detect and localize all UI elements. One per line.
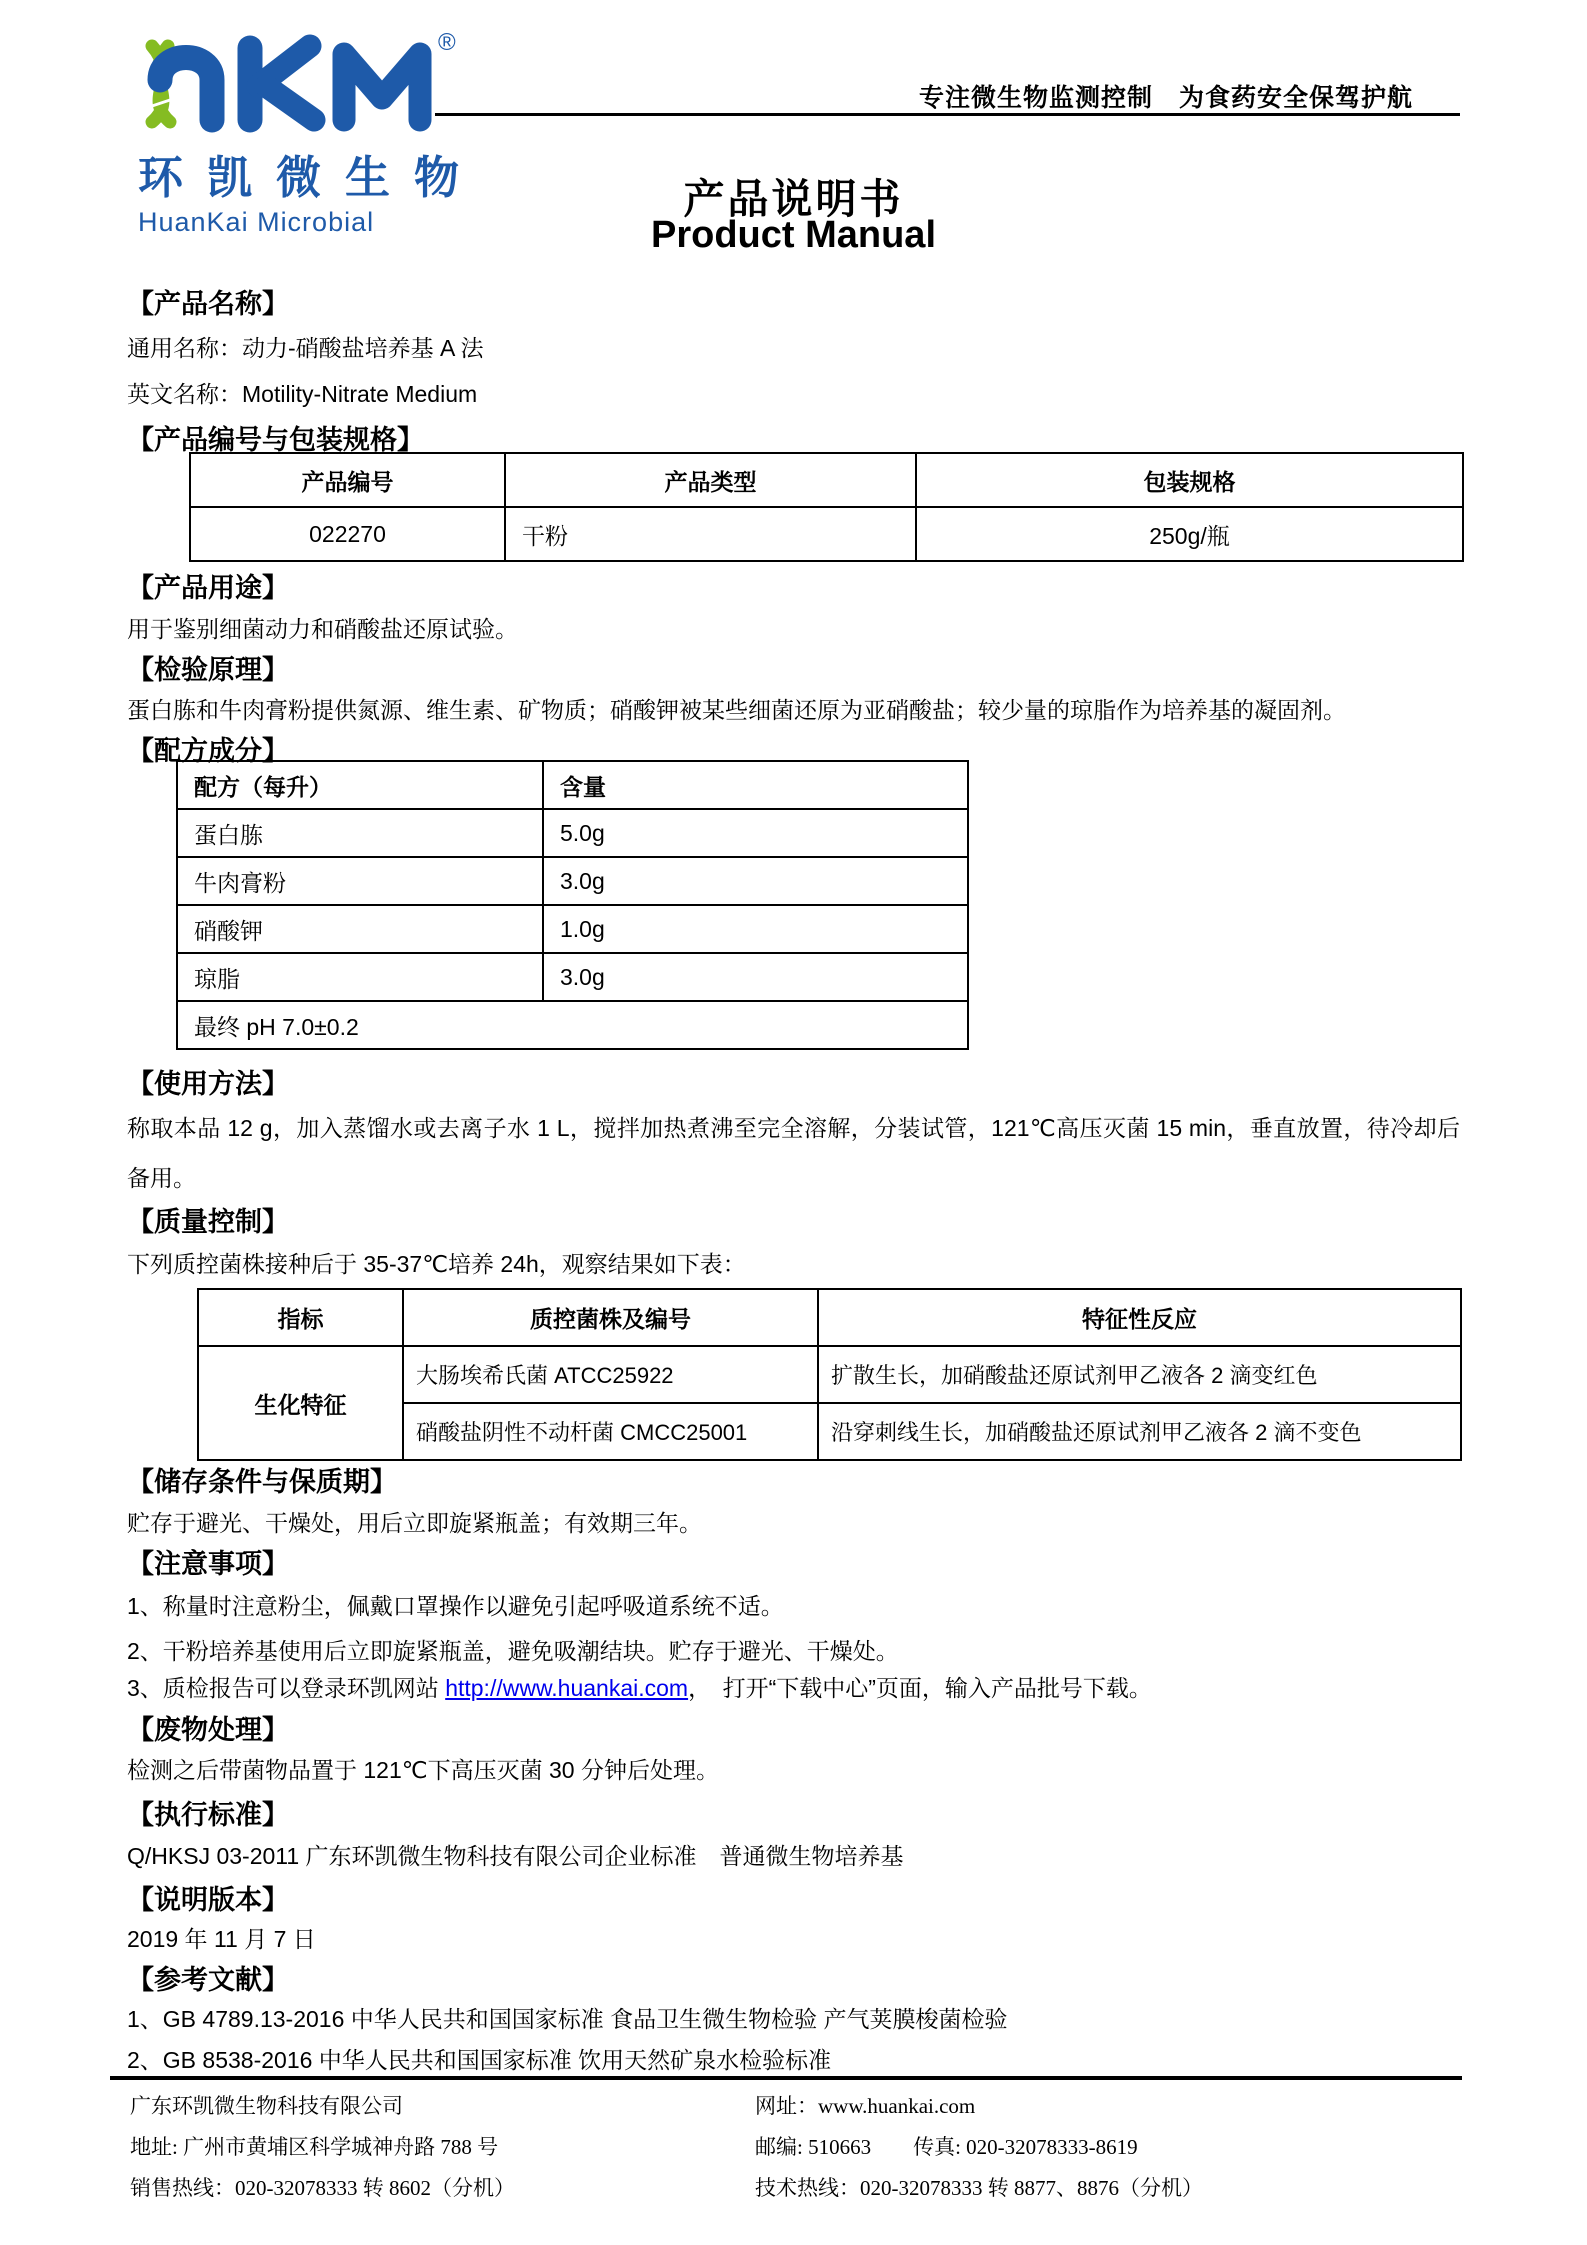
spec-col-pack: 包装规格	[916, 453, 1463, 507]
qc-header-row	[198, 1289, 1461, 1346]
formula-col-amount: 含量	[543, 761, 968, 809]
footer-postal-fax: 邮编: 510663 传真: 020-32078333-8619	[755, 2135, 1138, 2159]
qc-reaction: 扩散生长，加硝酸盐还原试剂甲乙液各 2 滴变红色	[818, 1346, 1461, 1403]
page-title-en: Product Manual	[650, 214, 937, 256]
section-heading-version: 【说明版本】	[127, 1885, 289, 1915]
formula-ingredient: 硝酸钾	[177, 905, 543, 953]
section-heading-waste: 【废物处理】	[127, 1715, 289, 1745]
spec-header-row	[190, 453, 1463, 507]
footer-right-column	[755, 2086, 1203, 2209]
version-body: 2019 年 11 月 7 日	[127, 1926, 316, 1952]
section-heading-spec: 【产品编号与包装规格】	[127, 425, 424, 455]
qc-row	[198, 1346, 1461, 1403]
formula-table	[176, 760, 969, 1050]
section-heading-notes: 【注意事项】	[127, 1549, 289, 1579]
formula-row	[177, 809, 968, 857]
spec-cell-pack: 250g/瓶	[916, 507, 1463, 561]
footer-website: 网址：www.huankai.com	[755, 2094, 976, 2118]
section-heading-usage: 【产品用途】	[127, 573, 289, 603]
footer-left-column	[130, 2086, 515, 2209]
logo-english-name: HuanKai Microbial	[138, 207, 375, 237]
note-item-3	[127, 1670, 1152, 1703]
spec-table	[189, 452, 1464, 562]
formula-amount: 3.0g	[543, 857, 968, 905]
spec-data-row	[190, 507, 1463, 561]
header-tagline: 专注微生物监测控制 为食药安全保驾护航	[918, 84, 1413, 112]
qc-strain: 大肠埃希氏菌 ATCC25922	[403, 1346, 818, 1403]
reference-item-1: 1、GB 4789.13-2016 中华人民共和国国家标准 食品卫生微生物检验 产气荚膜梭菌检验	[127, 2006, 1008, 2032]
formula-amount: 1.0g	[543, 905, 968, 953]
footer-sales-hotline: 销售热线：020-32078333 转 8602（分机）	[130, 2176, 515, 2200]
formula-header-row	[177, 761, 968, 809]
section-heading-storage: 【储存条件与保质期】	[127, 1467, 397, 1497]
page-title-cn: 产品说明书	[683, 176, 904, 222]
qc-col-indicator: 指标	[198, 1289, 403, 1346]
qc-intro: 下列质控菌株接种后于 35-37℃培养 24h，观察结果如下表：	[127, 1251, 746, 1277]
formula-col-ingredient: 配方（每升）	[177, 761, 543, 809]
reference-item-2: 2、GB 8538-2016 中华人民共和国国家标准 饮用天然矿泉水检验标准	[127, 2047, 832, 2073]
spec-cell-type: 干粉	[505, 507, 916, 561]
formula-amount: 3.0g	[543, 953, 968, 1001]
registered-mark: ®	[438, 29, 456, 56]
section-heading-formula: 【配方成分】	[127, 736, 289, 766]
footer-tech-hotline: 技术热线：020-32078333 转 8877、8876（分机）	[755, 2176, 1203, 2200]
section-heading-principle: 【检验原理】	[127, 655, 289, 685]
formula-ingredient: 牛肉膏粉	[177, 857, 543, 905]
formula-ph: 最终 pH 7.0±0.2	[177, 1001, 968, 1049]
formula-ingredient: 琼脂	[177, 953, 543, 1001]
qc-reaction: 沿穿刺线生长，加硝酸盐还原试剂甲乙液各 2 滴不变色	[818, 1403, 1461, 1460]
spec-col-type: 产品类型	[505, 453, 916, 507]
footer-rule	[110, 2076, 1462, 2080]
section-heading-product-name: 【产品名称】	[127, 289, 289, 319]
formula-row	[177, 953, 968, 1001]
note-item-3-suffix: ， 打开“下载中心”页面，输入产品批号下载。	[688, 1675, 1152, 1701]
qc-row-label: 生化特征	[198, 1346, 403, 1460]
usage-body: 用于鉴别细菌动力和硝酸盐还原试验。	[127, 616, 518, 642]
section-heading-standard: 【执行标准】	[127, 1800, 289, 1830]
spec-cell-code: 022270	[190, 507, 505, 561]
logo-chinese-name: 环凯微生物	[138, 152, 484, 203]
formula-row	[177, 905, 968, 953]
spec-col-code: 产品编号	[190, 453, 505, 507]
footer-address: 地址: 广州市黄埔区科学城神舟路 788 号	[130, 2135, 499, 2159]
note-item-3-text: 3、质检报告可以登录环凯网站	[127, 1675, 446, 1701]
note-item-1: 1、称量时注意粉尘，佩戴口罩操作以避免引起呼吸道系统不适。	[127, 1593, 784, 1619]
header-rule	[435, 113, 1460, 116]
storage-body: 贮存于避光、干燥处，用后立即旋紧瓶盖；有效期三年。	[127, 1510, 702, 1536]
section-heading-qc: 【质量控制】	[127, 1207, 289, 1237]
section-heading-references: 【参考文献】	[127, 1965, 289, 1995]
waste-body: 检测之后带菌物品置于 121℃下高压灭菌 30 分钟后处理。	[127, 1757, 719, 1783]
formula-ingredient: 蛋白胨	[177, 809, 543, 857]
footer-company: 广东环凯微生物科技有限公司	[130, 2094, 403, 2118]
method-body: 称取本品 12 g，加入蒸馏水或去离子水 1 L，搅拌加热煮沸至完全溶解，分装试管，121℃高压灭菌 15 min，垂直放置，待冷却后备用。	[127, 1115, 1460, 1191]
formula-row	[177, 857, 968, 905]
principle-body: 蛋白胨和牛肉膏粉提供氮源、维生素、矿物质；硝酸钾被某些细菌还原为亚硝酸盐；较少量的琼脂作为培养基的凝固剂。	[127, 697, 1346, 723]
generic-name-line: 通用名称：动力-硝酸盐培养基 A 法	[127, 335, 484, 361]
standard-body: Q/HKSJ 03-2011 广东环凯微生物科技有限公司企业标准 普通微生物培养基	[127, 1843, 904, 1869]
english-name-line: 英文名称：Motility-Nitrate Medium	[127, 381, 478, 407]
qc-col-reaction: 特征性反应	[818, 1289, 1461, 1346]
section-heading-method: 【使用方法】	[127, 1069, 289, 1099]
qc-table	[197, 1288, 1462, 1461]
formula-amount: 5.0g	[543, 809, 968, 857]
note-item-2: 2、干粉培养基使用后立即旋紧瓶盖，避免吸潮结块。贮存于避光、干燥处。	[127, 1638, 899, 1664]
qc-strain: 硝酸盐阴性不动杆菌 CMCC25001	[403, 1403, 818, 1460]
huankai-website-link[interactable]: http://www.huankai.com	[445, 1675, 689, 1701]
formula-ph-row	[177, 1001, 968, 1049]
qc-col-strain: 质控菌株及编号	[403, 1289, 818, 1346]
